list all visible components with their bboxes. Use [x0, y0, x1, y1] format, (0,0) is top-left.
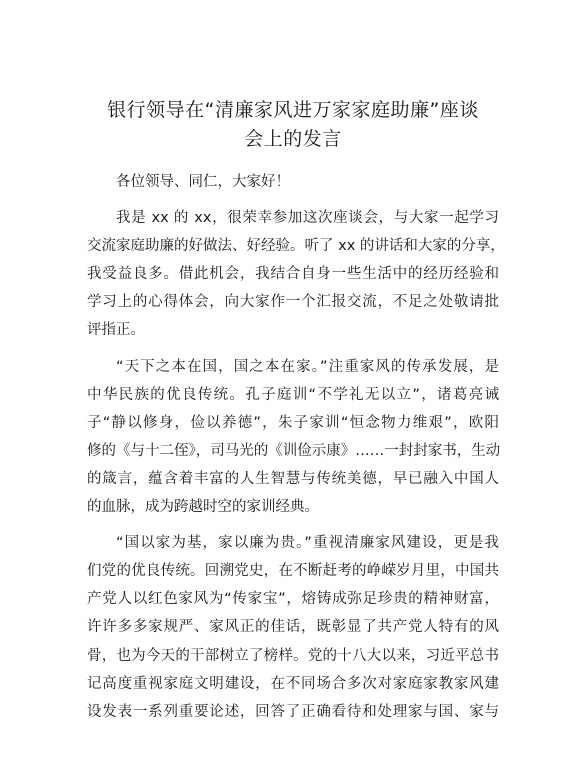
paragraph-line: 骨，也为今天的干部树立了榜样。党的十八大以来，习近平总书	[87, 647, 499, 664]
paragraph-line: 记高度重视家庭文明建设，在不同场合多次对家庭家教家风建	[87, 675, 499, 692]
paragraph-line: 产党人以红色家风为“传家宝”，熔铸成弥足珍贵的精神财富，	[87, 591, 499, 608]
document-body	[87, 168, 505, 726]
paragraph-line: 中华民族的优良传统。孔子庭训“不学礼无以立”，诸葛亮诫	[87, 386, 499, 403]
paragraph-1	[87, 204, 505, 344]
paragraph-line: 我受益良多。借此机会，我结合自身一些生活中的经历经验和	[87, 266, 499, 283]
paragraph-line: 修的《与十二侄》，司马光的《训俭示康》……一封封家书，生动	[87, 442, 501, 459]
document-title	[60, 96, 526, 154]
title-line: 银行领导在“清廉家风进万家家庭助廉”座谈	[107, 99, 479, 121]
paragraph-line: 许许多多家规严、家风正的佳话，既彰显了共产党人特有的风	[87, 619, 499, 636]
paragraph-line: 评指正。	[87, 322, 145, 339]
paragraph-line: 学习上的心得体会，向大家作一个汇报交流，不足之处敬请批	[87, 294, 499, 311]
paragraph-line: “天下之本在国，国之本在家。”注重家风的传承发展，是	[116, 358, 499, 375]
paragraph-line: 交流家庭助廉的好做法、好经验。听了 xx 的讲话和大家的分享，	[87, 238, 505, 255]
paragraph-line: 子“静以修身，俭以养德”，朱子家训“恒念物力维艰”，欧阳	[87, 414, 499, 431]
paragraph-line: 的箴言，蕴含着丰富的人生智慧与传统美德，早已融入中国人	[87, 470, 499, 487]
title-line: 会上的发言	[244, 128, 342, 150]
greeting: 各位领导、同仁，大家好！	[116, 174, 290, 190]
paragraph-line: 设发表一系列重要论述，回答了正确看待和处理家与国、家与	[87, 703, 499, 720]
paragraph-line: 我是 xx 的 xx，很荣幸参加这次座谈会，与大家一起学习	[116, 210, 499, 227]
paragraph-3	[87, 529, 499, 726]
paragraph-2	[87, 353, 499, 522]
paragraph-line: 们党的优良传统。回溯党史，在不断赶考的峥嵘岁月里，中国共	[87, 563, 499, 580]
paragraph-line: 的血脉，成为跨越时空的家训经典。	[87, 499, 319, 516]
paragraph-line: “国以家为基，家以廉为贵。”重视清廉家风建设，更是我	[116, 535, 499, 552]
